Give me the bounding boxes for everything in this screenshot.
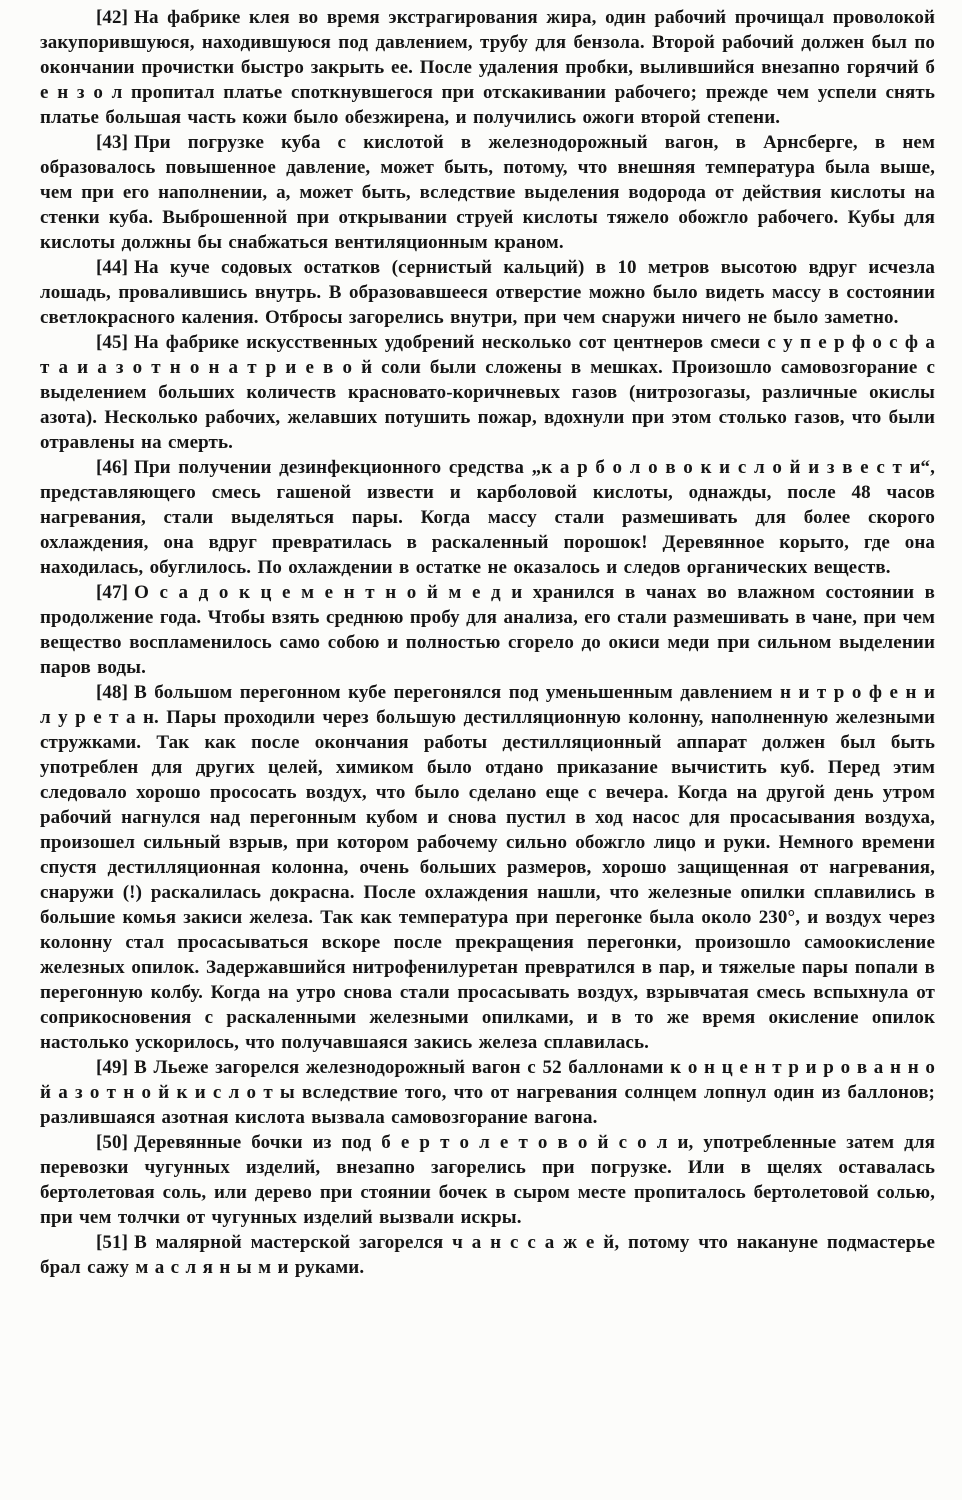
paragraph-45 xyxy=(40,330,935,455)
paragraph-50 xyxy=(40,1130,935,1230)
paragraph-49 xyxy=(40,1055,935,1130)
paragraph-49-number: [49] xyxy=(96,1057,129,1078)
paragraph-47 xyxy=(40,580,935,680)
paragraph-44-number: [44] xyxy=(96,257,129,278)
paragraph-50-number: [50] xyxy=(96,1132,129,1153)
paragraph-43-text: При погрузке куба с кислотой в железнодорожный вагон, в Арнсберге, в нем образовалось повышенное давление, может быть, потому, что внешняя температура была выше, чем при его наполнении, а, может быть, вследствие выделения водорода от действия кислоты на стенки куба. Выброшенной при открывании струей кислоты тяжело обожгло рабочего. Кубы для кислоты должны бы снабжаться вентиляционным краном. xyxy=(40,132,935,253)
paragraph-43-number: [43] xyxy=(96,132,129,153)
paragraph-46-text: При получении дезинфекционного средства „к а р б о л о в о к и с л о й и з в е с т и“, представляющего смесь гашеной извести и карболовой кислоты, однажды, после 48 часов нагревания, стали выделяться пары. Когда массу стали размешивать для более скорого охлаждения, она вдруг превратилась в раскаленный порошок! Деревянное корыто, где она находилась, обуглилось. По охлаждении в остатке не оказалось и следов органических веществ. xyxy=(40,457,935,578)
paragraph-46-number: [46] xyxy=(96,457,129,478)
paragraph-44 xyxy=(40,255,935,330)
paragraph-45-text: На фабрике искусственных удобрений несколько сот центнеров смеси с у п е р ф о с ф а т а и а з о т н о н а т р и е в о й соли были сложены в мешках. Произошло самовозгорание с выделением больших количеств красновато-коричневых газов (нитрозогазы, различные окислы азота). Несколько рабочих, желавших потушить пожар, вдохнули при этом столько газов, что были отравлены на смерть. xyxy=(40,332,935,453)
paragraph-50-text: Деревянные бочки из под б е р т о л е т о в о й с о л и, употребленные затем для перевозки чугунных изделий, внезапно загорелись при погрузке. Или в щелях оставалась бертолетовая соль, или дерево при стоянии бочек в сыром месте пропиталось бертолетовой солью, при чем толчки от чугунных изделий вызвали искры. xyxy=(40,1132,935,1228)
paragraph-42-number: [42] xyxy=(96,7,129,28)
paragraph-51-number: [51] xyxy=(96,1232,129,1253)
paragraph-51 xyxy=(40,1230,935,1280)
paragraph-49-text: В Льеже загорелся железнодорожный вагон с 52 баллонами к о н ц е н т р и р о в а н н о й а з о т н о й к и с л о т ы вследствие того, что от нагревания солнцем лопнул один из баллонов; разлившаяся азотная кислота вызвала самовозгорание вагона. xyxy=(40,1057,935,1128)
paragraph-42-text: На фабрике клея во время экстрагирования жира, один рабочий прочищал проволокой закупорившуюся, находившуюся под давлением, трубу для бензола. Второй рабочий должен был по окончании прочистки быстро закрыть ее. После удаления пробки, вылившийся внезапно горячий б е н з о л пропитал платье споткнувшегося при отскакивании рабочего; прежде чем успели снять платье большая часть кожи было обезжирена, и получились ожоги второй степени. xyxy=(40,7,935,128)
paragraph-48 xyxy=(40,680,935,1055)
paragraph-45-number: [45] xyxy=(96,332,129,353)
paragraph-48-text: В большом перегонном кубе перегонялся под уменьшенным давлением н и т р о ф е н и л у р е т а н. Пары проходили через большую дестилляционную колонну, наполненную железными стружками. Так как после окончания работы дестилляционный аппарат должен был быть употреблен для других целей, химиком было отдано приказание вычистить куб. Перед этим следовало хорошо прососать воздух, что было сделано еще с вечера. Когда на другой день утром рабочий нагнулся над перегонным кубом и снова пустил в ход насос для просасывания воздуха, произошел сильный взрыв, при котором рабочему сильно обожгло лицо и руки. Немного времени спустя дестилляционная колонна, очень больших размеров, хорошо защищенная от нагревания, снаружи (!) раскалилась докрасна. После охлаждения нашли, что железные опилки сплавились в большие комья закиси железа. Так как температура при перегонке была около 230°, и воздух через колонну стал просасываться вскоре после прекращения перегонки, произошло самоокисление железных опилок. Задержавшийся нитрофенилуретан превратился в пар, и тяжелые пары попали в перегонную колбу. Когда на утро снова стали просасывать воздух, взрывчатая смесь вспыхнула от соприкосновения с раскаленными железными опилками, и в то же время окисление опилок настолько ускорилось, что получавшаяся закись железа сплавилась. xyxy=(40,682,935,1053)
paragraph-46 xyxy=(40,455,935,580)
paragraph-48-number: [48] xyxy=(96,682,129,703)
paragraph-51-text: В малярной мастерской загорелся ч а н с с а ж е й, потому что накануне подмастерье брал сажу м а с л я н ы м и руками. xyxy=(40,1232,935,1278)
paragraph-43 xyxy=(40,130,935,255)
paragraph-42 xyxy=(40,5,935,130)
paragraph-47-text: О с а д о к ц е м е н т н о й м е д и хранился в чанах во влажном состоянии в продолжение года. Чтобы взять среднюю пробу для анализа, его стали размешивать в чане, при чем вещество воспламенилось само собою и полностью сгорело до окиси меди при сильном выделении паров воды. xyxy=(40,582,935,678)
paragraph-44-text: На куче содовых остатков (сернистый кальций) в 10 метров высотою вдруг исчезла лошадь, провалившись внутрь. В образовавшееся отверстие можно было видеть массу в состоянии светлокрасного каления. Отбросы загорелись внутри, при чем снаружи ничего не было заметно. xyxy=(40,257,935,328)
paragraph-47-number: [47] xyxy=(96,582,129,603)
